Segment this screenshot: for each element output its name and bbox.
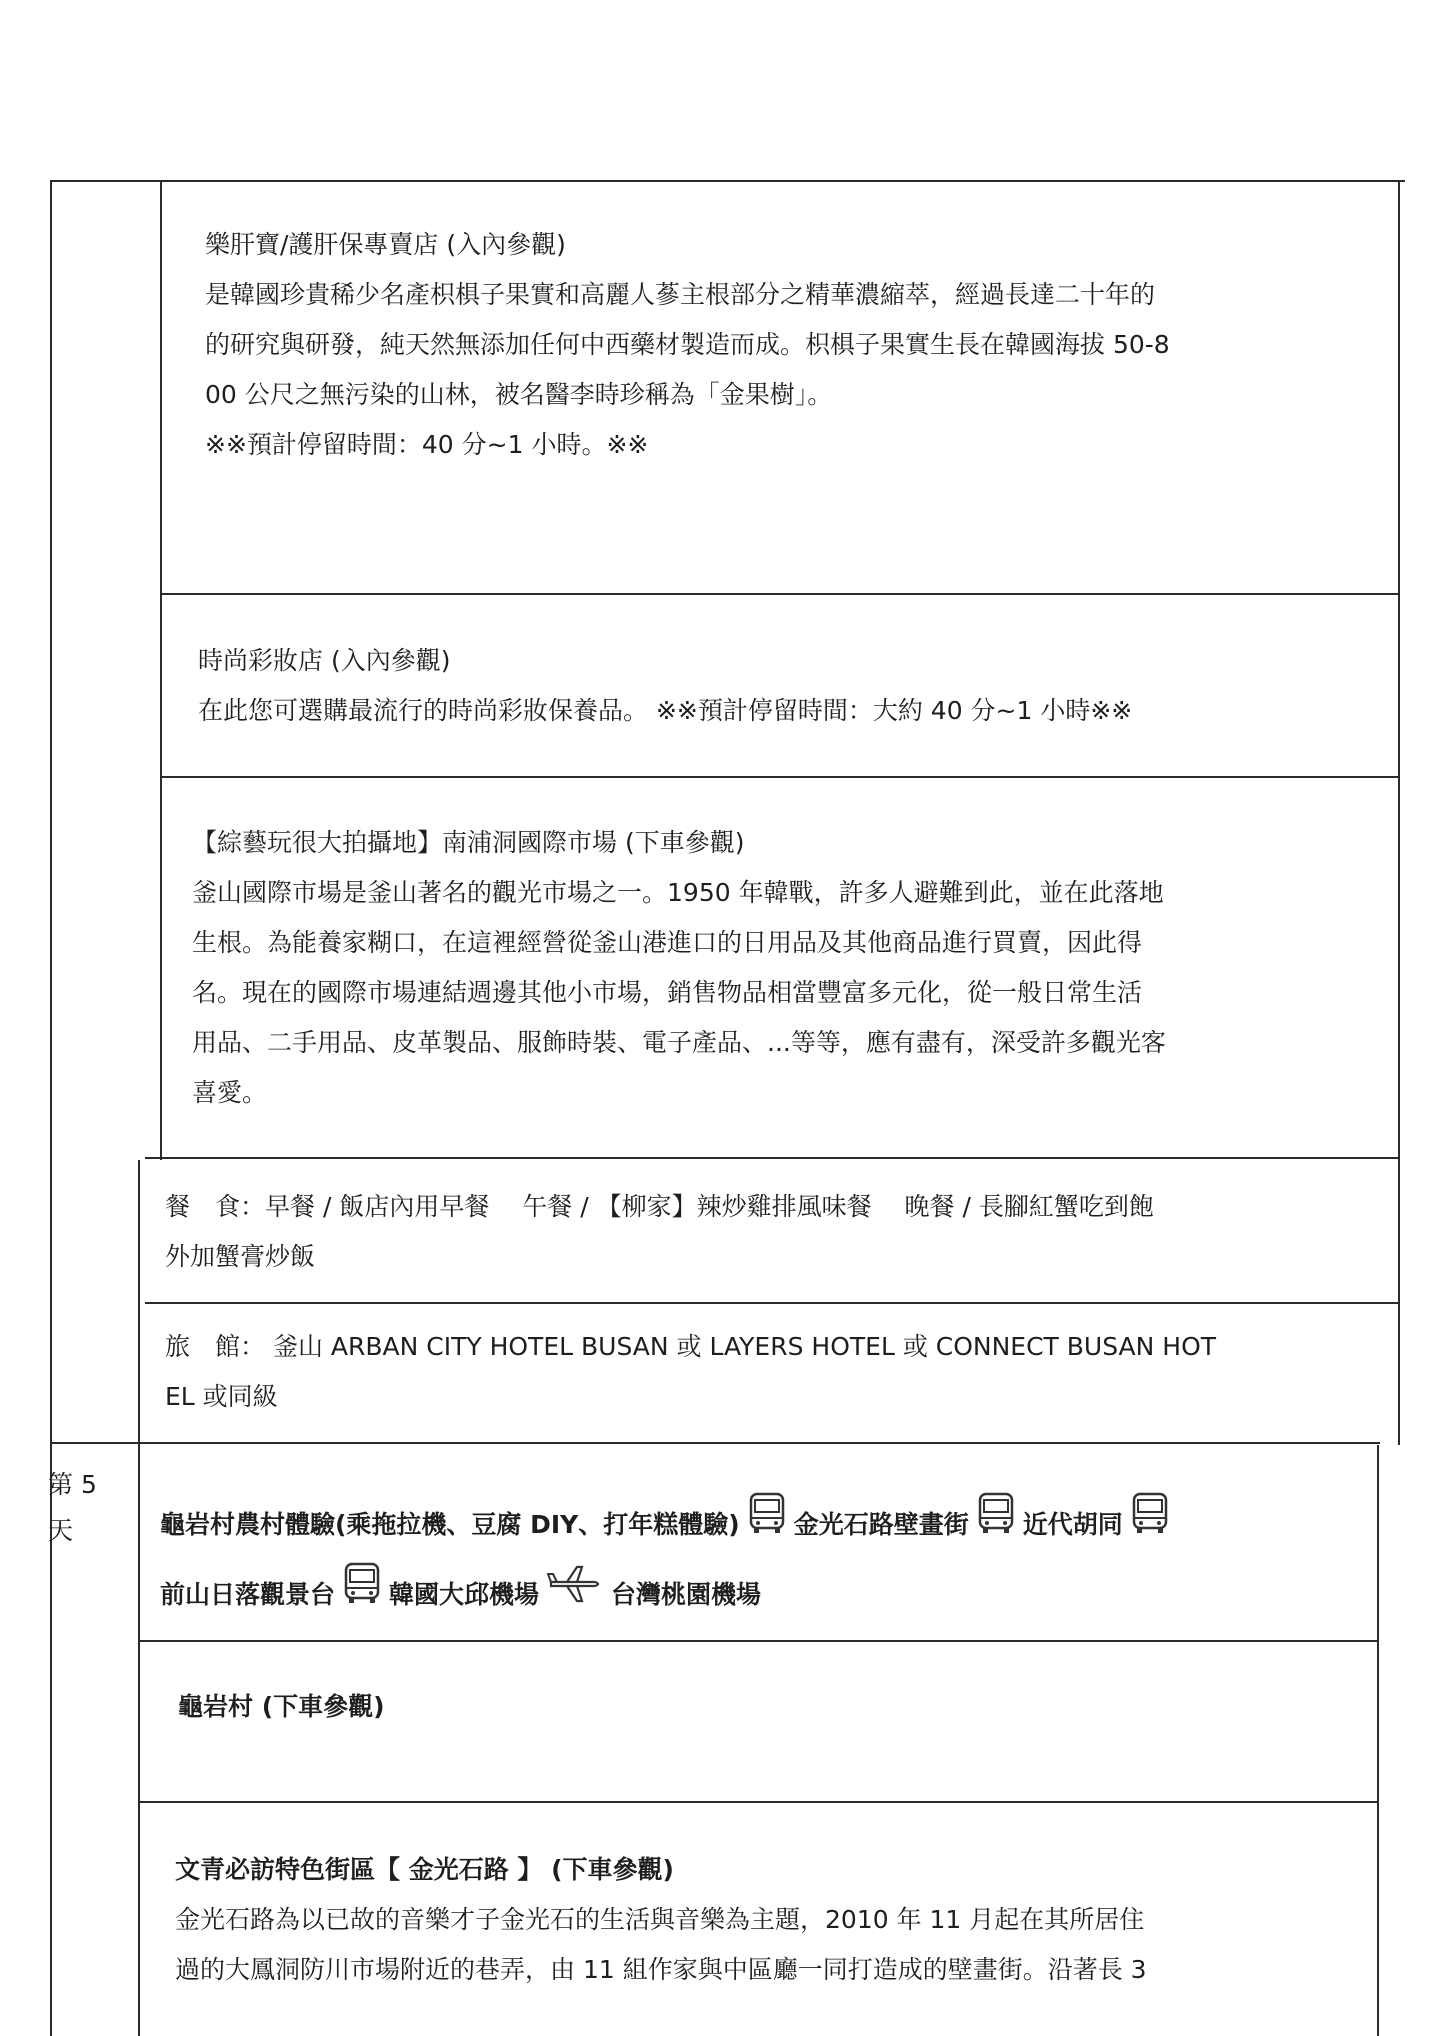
section-line: 名。現在的國際市場連結週邊其他小市場，銷售物品相當豐富多元化，從一般日常生活 [192, 978, 1143, 1007]
section-title: 龜岩村 (下車參觀) [178, 1692, 385, 1721]
row-divider-4 [145, 1302, 1400, 1304]
section-line: 生根。為能養家糊口，在這裡經營從釜山港進口的日用品及其他商品進行買賣，因此得 [192, 928, 1143, 957]
section-line: 00 公尺之無污染的山林，被名醫李時珍稱為「金果樹」。 [205, 380, 833, 409]
route-stop: 近代胡同 [1022, 1510, 1123, 1539]
table-top-border [50, 180, 1405, 182]
table-inner-border-lower [138, 1160, 140, 2036]
section-gwaemam-village [178, 1682, 385, 1732]
day-label-number: 第 5 [48, 1470, 97, 1499]
hotel-line: EL 或同級 [165, 1382, 278, 1411]
row-divider-5 [50, 1442, 1380, 1444]
table-inner-border-upper [160, 180, 162, 1160]
section-line: 的研究與研發，純天然無添加任何中西藥材製造而成。枳椇子果實生長在韓國海拔 50-8 [205, 330, 1170, 359]
airplane-icon [547, 1561, 603, 1631]
hotel-row [165, 1322, 1216, 1422]
day-label [48, 1462, 97, 1554]
bus-icon [977, 1491, 1015, 1562]
bus-icon [1131, 1491, 1169, 1562]
table-right-border-lower [1377, 1445, 1379, 2036]
row-divider-1 [160, 593, 1400, 595]
section-line: 喜愛。 [192, 1078, 268, 1107]
section-line: 釜山國際市場是釜山著名的觀光市場之一。1950 年韓戰，許多人避難到此，並在此落地 [192, 878, 1164, 907]
section-line: 在此您可選購最流行的時尚彩妝保養品。 ※※預計停留時間：大約 40 分~1 小時※※ [198, 696, 1133, 725]
section-title: 文青必訪特色街區【 金光石路 】 (下車參觀) [175, 1855, 674, 1884]
section-title: 樂肝寶/護肝保專賣店 (入內參觀) [205, 230, 566, 259]
section-line: 用品、二手用品、皮革製品、服飾時裝、電子產品、...等等，應有盡有，深受許多觀光客 [192, 1028, 1166, 1057]
section-line: 是韓國珍貴稀少名產枳椇子果實和高麗人蔘主根部分之精華濃縮萃，經過長達二十年的 [205, 280, 1156, 309]
route-stop: 前山日落觀景台 [160, 1580, 336, 1609]
section-nampo-market [192, 818, 1166, 1118]
meals-line: 餐 食：早餐 / 飯店內用早餐 午餐 / 【柳家】辣炒雞排風味餐 晚餐 / 長腳紅蟹吃到飽 [165, 1192, 1154, 1221]
route-stop: 韓國大邱機場 [389, 1580, 540, 1609]
section-kim-kwangseok-road [175, 1845, 1147, 1995]
route-stop: 龜岩村農村體驗(乘拖拉機、豆腐 DIY、打年糕體驗) [160, 1510, 740, 1539]
row-divider-3 [145, 1157, 1400, 1159]
section-line: 金光石路為以已故的音樂才子金光石的生活與音樂為主題，2010 年 11 月起在其所居住 [175, 1905, 1145, 1934]
route-stop: 金光石路壁畫街 [793, 1510, 969, 1539]
table-left-border [50, 180, 52, 2036]
meals-line: 外加蟹膏炒飯 [165, 1242, 316, 1271]
hotel-line: 旅 館： 釜山 ARBAN CITY HOTEL BUSAN 或 LAYERS HOTEL 或 CONNECT BUSAN HOT [165, 1332, 1217, 1361]
row-divider-6 [138, 1640, 1378, 1642]
row-divider-2 [160, 776, 1400, 778]
day-label-unit: 天 [48, 1516, 74, 1545]
section-title: 時尚彩妝店 (入內參觀) [198, 646, 451, 675]
section-liver-shop [205, 220, 1170, 470]
section-title: 【綜藝玩很大拍攝地】南浦洞國際市場 (下車參觀) [192, 828, 745, 857]
section-cosmetics-shop [198, 636, 1132, 736]
table-right-border-upper [1398, 180, 1400, 1445]
route-stop: 台灣桃園機場 [611, 1580, 762, 1609]
day5-route [160, 1490, 1177, 1630]
section-line: 過的大鳳洞防川市場附近的巷弄，由 11 組作家與中區廳一同打造成的壁畫街。沿著長 3 [175, 1955, 1147, 1984]
row-divider-7 [138, 1801, 1378, 1803]
meals-row [165, 1182, 1154, 1282]
bus-icon [748, 1491, 786, 1562]
section-line: ※※預計停留時間：40 分~1 小時。※※ [205, 430, 649, 459]
bus-icon [343, 1561, 381, 1632]
